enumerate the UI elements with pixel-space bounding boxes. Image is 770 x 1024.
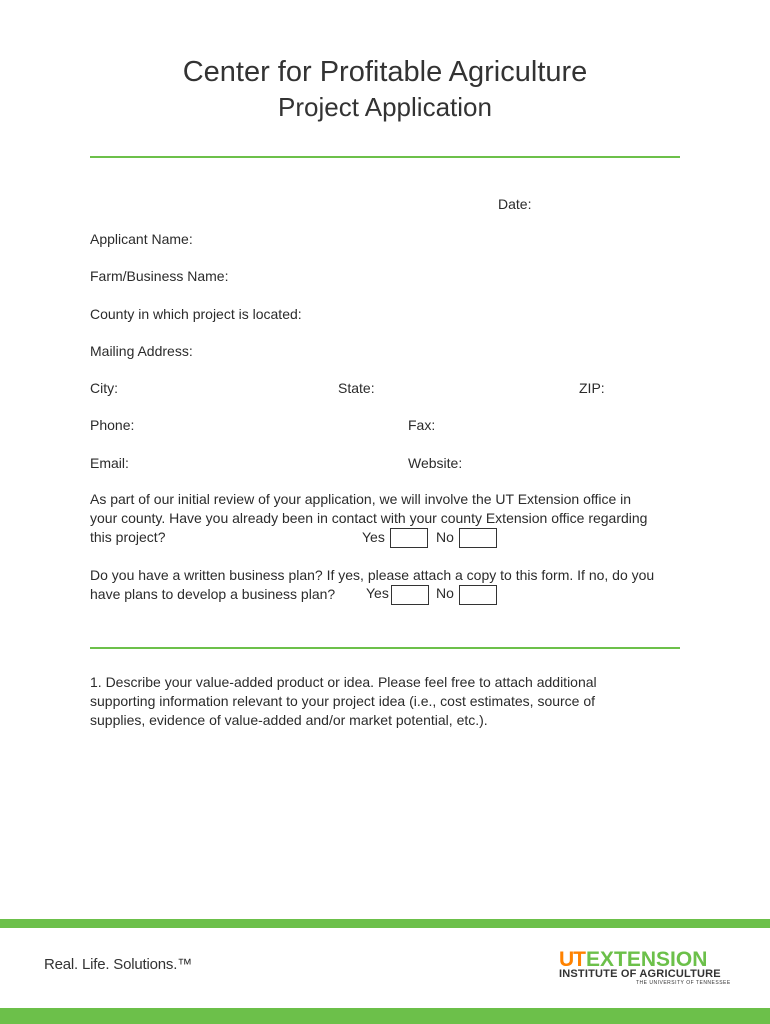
extension-question-line1: As part of our initial review of your application, we will involve the UT Extension office in [90,491,632,507]
state-label: State: [338,380,375,396]
page-subtitle: Project Application [278,92,492,122]
business-plan-question-line2: have plans to develop a business plan? [90,586,336,602]
business-plan-yes-checkbox[interactable] [391,585,429,605]
describe-product-line2: supporting information relevant to your project idea (i.e., cost estimates, source of [90,693,596,709]
applicant-name-label: Applicant Name: [90,231,193,247]
middle-divider [90,647,680,649]
city-label: City: [90,380,118,396]
logo-institute-text: INSTITUTE OF AGRICULTURE [559,968,721,980]
business-plan-no-checkbox[interactable] [459,585,497,605]
logo-extension-text: EXTENSION [586,948,708,971]
page-title: Center for Profitable Agriculture [182,56,588,88]
business-plan-question-line1: Do you have a written business plan? If yes, please attach a copy to this form. If no, do you [90,567,655,583]
business-plan-question [90,566,690,604]
date-label: Date: [498,196,532,212]
tagline: Real. Life. Solutions.™ [44,956,192,973]
describe-product-question [90,673,690,730]
footer-green-bar [0,919,770,928]
logo-university-text: THE UNIVERSITY OF TENNESSEE [636,980,731,986]
county-label: County in which project is located: [90,306,302,322]
mailing-address-label: Mailing Address: [90,343,193,359]
extension-yes-label: Yes [362,529,385,545]
email-label: Email: [90,455,129,471]
business-plan-yes-label: Yes [366,585,389,601]
extension-question-line2: your county. Have you already been in contact with your county Extension office regarding [90,510,648,526]
website-label: Website: [408,455,463,471]
business-plan-no-label: No [436,585,454,601]
extension-yes-checkbox[interactable] [390,528,428,548]
fax-label: Fax: [408,417,436,433]
extension-no-checkbox[interactable] [459,528,497,548]
logo-ut-mark: UT [559,948,585,971]
describe-product-line1: 1. Describe your value-added product or idea. Please feel free to attach additional [90,674,597,690]
zip-label: ZIP: [579,380,605,396]
farm-business-name-label: Farm/Business Name: [90,268,229,284]
extension-no-label: No [436,529,454,545]
phone-label: Phone: [90,417,135,433]
extension-question-line3: this project? [90,529,166,545]
bottom-green-bar [0,1008,770,1024]
top-divider [90,156,680,158]
describe-product-line3: supplies, evidence of value-added and/or market potential, etc.). [90,712,488,728]
